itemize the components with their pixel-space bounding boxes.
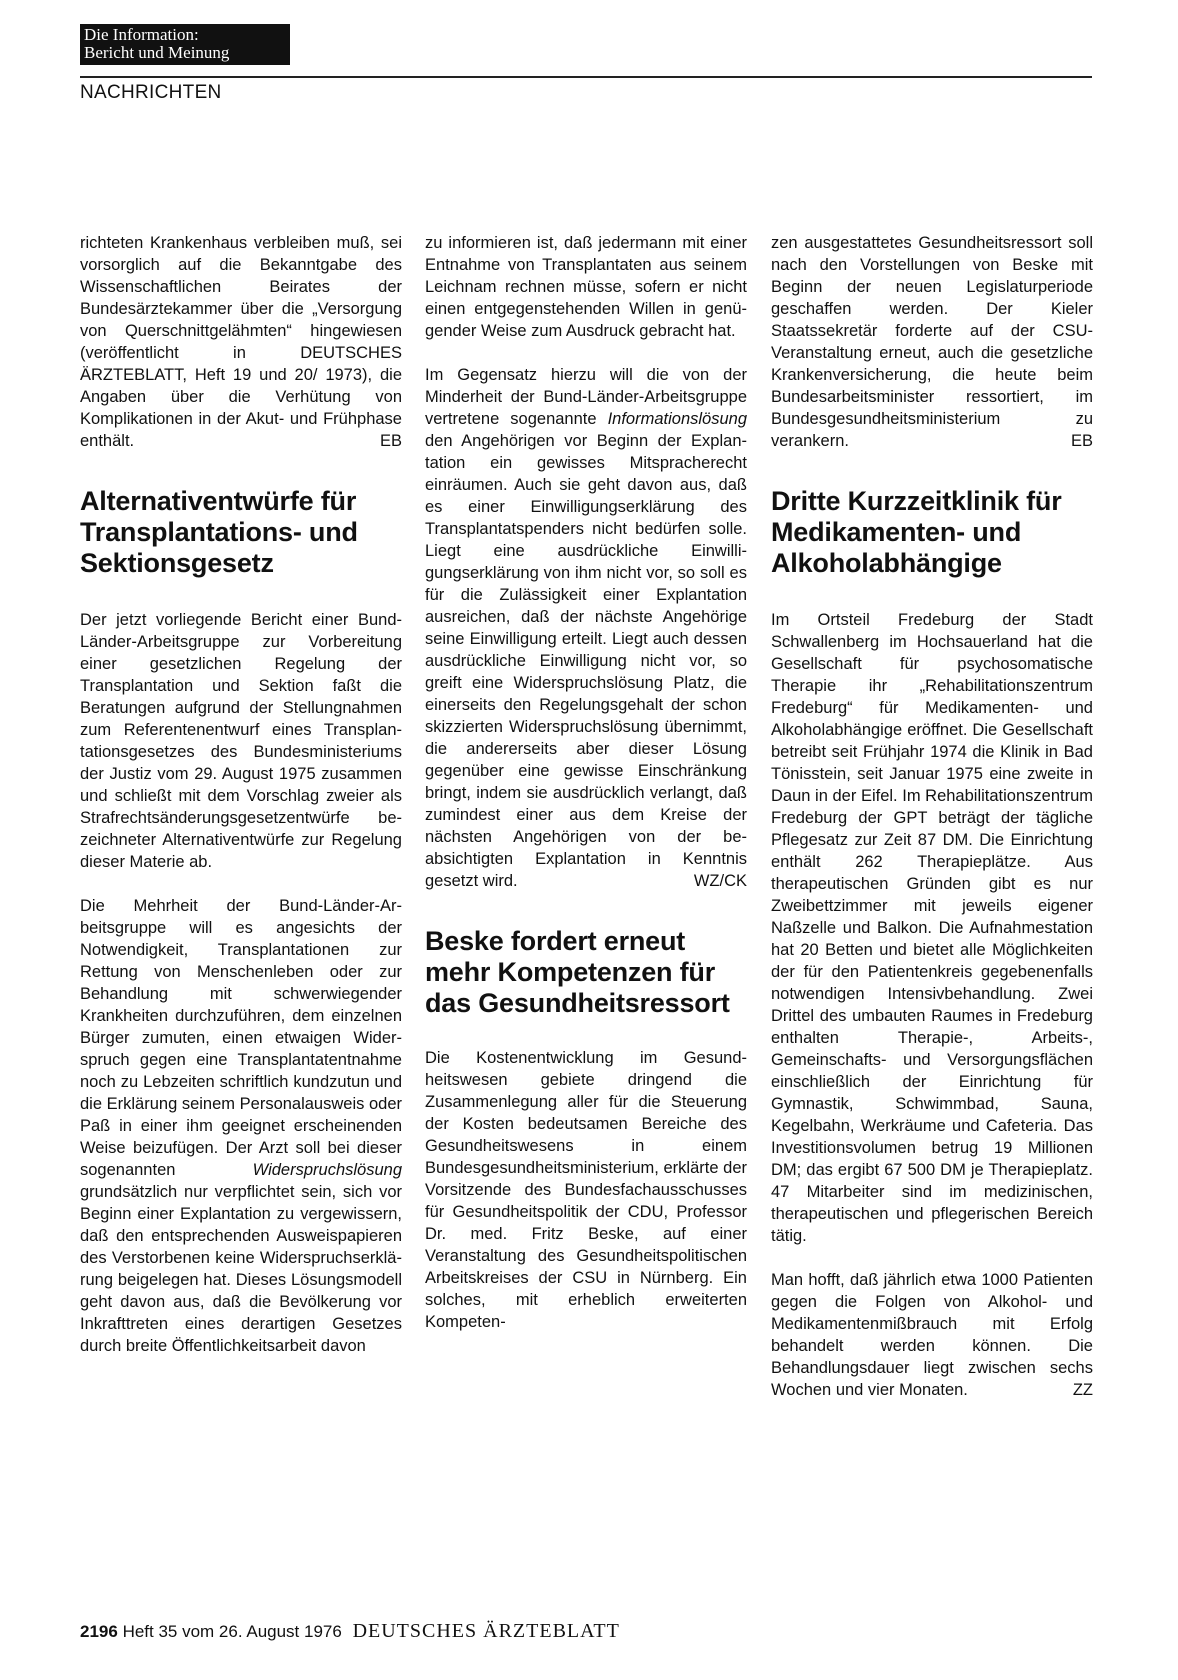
column-3	[771, 232, 1093, 1401]
rubric-box	[80, 24, 290, 65]
paragraph: Der jetzt vorliegende Bericht einer Bund-Länder-Arbeitsgruppe zur Vorbereitung einer gesetzlichen Regelung der Transplantation und Sektion faßt die Beratungen aufgrund der Stellungnahmen zum Referentenentwurf eines Transplantationsgesetzes des Bundesministeriums der Justiz vom 29. August 1975 zusammen und schließt mit dem Vorschlag zweier als Strafrechtsänderungsgesetzentwürfe bezeichneter Alternativentwürfe zur Regelung dieser Materie ab.	[80, 611, 402, 871]
column-2	[425, 232, 747, 1333]
paragraph-text: grundsätzlich nur verpflichtet sein, sich vor Beginn einer Explantation zu vergewissern, daß den entsprechenden Ausweispapieren des Verstorbenen keine Widerspruchserklärung beigelegen hat. Dieses Lösungsmodell geht davon aus, daß die Bevölkerung vor Inkrafttreten eines derartigen Gesetzes durch breite Öffentlichkeitsarbeit davon	[80, 1183, 402, 1355]
paragraph-text: Im Gegensatz hierzu will die von der Minderheit der Bund-Länder-Arbeitsgruppe vertretene sogenannte	[425, 366, 747, 428]
paragraph	[771, 1269, 1093, 1401]
paragraph	[80, 232, 402, 452]
rubric-line-1: Die Information:	[84, 25, 199, 44]
italic-term: Informationslösung	[607, 410, 747, 428]
author-signature: ZZ	[1072, 1381, 1093, 1399]
author-signature: EB	[379, 432, 402, 450]
article-headline: Beske fordert erneut mehr Kompetenzen für das Gesundheitsressort	[425, 926, 730, 1018]
paragraph: zu informieren ist, daß jedermann mit einer Entnahme von Transplantaten aus seinem Leichnam rechnen müsse, sofern er nicht einen entgegenstehenden Willen in genügender Weise zum Ausdruck gebracht hat.	[425, 234, 747, 340]
rubric-line-2: Bericht und Meinung	[84, 43, 230, 62]
page-number: 2196	[80, 1622, 118, 1641]
header-rule	[80, 76, 1092, 78]
italic-term: Widerspruchslösung	[252, 1161, 402, 1179]
paragraph-text: Man hofft, daß jährlich etwa 1000 Patienten gegen die Folgen von Alkohol- und Medikamentenmißbrauch mit Erfolg behandelt werden können. Die Behandlungsdauer liegt zwischen sechs Wochen und vier Monaten.	[771, 1271, 1093, 1399]
author-signature: EB	[1070, 432, 1093, 450]
column-1	[80, 232, 402, 1357]
section-label: NACHRICHTEN	[80, 82, 222, 103]
issue-info: Heft 35 vom 26. August 1976	[122, 1622, 342, 1641]
paragraph	[771, 232, 1093, 452]
paragraph-text: zen ausgestattetes Gesundheitsressort soll nach den Vorstellungen von Beske mit Beginn der neuen Legislaturperiode geschaffen werden. Der Kieler Staatssekretär forderte auf der CSU-Veranstaltung erneut, auch die gesetzliche Krankenversicherung, die heute beim Bundesarbeitsminister ressortiert, im Bundesgesundheitsministerium zu verankern.	[771, 234, 1093, 450]
paragraph: Im Ortsteil Fredeburg der Stadt Schwallenberg im Hochsauerland hat die Gesellschaft für psychosomatische Therapie ihr „Rehabilitationszentrum Fredeburg“ für Medikamenten- und Alkoholabhängige eröffnet. Die Gesellschaft betreibt seit Frühjahr 1974 die Klinik in Bad Tönisstein, seit Januar 1975 eine zweite in Daun in der Eifel. Im Rehabilitationszentrum Fredeburg der GPT beträgt der tägliche Pflegesatz zur Zeit 87 DM. Die Einrichtung enthält 262 Therapieplätze. Aus therapeutischen Gründen gibt es nur Zweibettzimmer mit jeweils eigener Naßzelle und Balkon. Die Aufnahmestation hat 20 Betten und bietet alle Möglichkeiten der für den Patientenkreis gegebenenfalls notwendigen Intensivbehandlung. Zwei Drittel des umbauten Raumes in Fredeburg enthalten Therapie-, Arbeits-, Gemeinschafts- und Versorgungsflächen einschließlich der Einrichtung für Gymnastik, Schwimmbad, Sauna, Kegelbahn, Werkräume und Cafeteria. Das Investitionsvolumen betrug 19 Millionen DM; das ergibt 67 500 DM je Therapieplatz. 47 Mitarbeiter sind im medizinischen, therapeutischen und pflegerischen Bereich tätig.	[771, 611, 1093, 1245]
article-headline: Alternativentwürfe für Transplantations- und Sektionsgesetz	[80, 486, 358, 578]
paragraph: Die Kostenentwicklung im Gesundheitswesen gebiete dringend die Zusammenlegung aller für die Steuerung der Kosten bedeutsamen Bereiche des Gesundheitswesens in einem Bundesgesundheitsministerium, erklärte der Vorsitzende des Bundesfachausschusses für Gesundheitspolitik der CDU, Professor Dr. med. Fritz Beske, auf einer Veranstaltung des Gesundheitspolitischen Arbeitskreises der CSU in Nürnberg. Ein solches, mit erheblich erweiterten Kompeten-	[425, 1049, 747, 1331]
article-headline: Dritte Kurzzeitklinik für Medikamenten- und Alkoholabhängige	[771, 486, 1062, 578]
magazine-name: DEUTSCHES ÄRZTEBLATT	[352, 1620, 620, 1642]
paragraph	[80, 895, 402, 1357]
paragraph-text: richteten Krankenhaus verbleiben muß, sei vorsorglich auf die Bekanntgabe des Wissenschaftlichen Beirates der Bundesärztekammer über die „Versorgung von Querschnittgelähmten“ hingewiesen (veröffentlicht in DEUTSCHES ÄRZTEBLATT, Heft 19 und 20/ 1973), die Angaben über die Verhütung von Komplikationen in der Akut- und Frühphase enthält.	[80, 234, 402, 450]
paragraph-text: Die Mehrheit der Bund-Länder-Arbeitsgruppe will es angesichts der Notwendigkeit, Transplantationen zur Rettung von Menschenleben oder zur Behandlung mit schwerwiegender Krankheiten durchzuführen, dem einzelnen Bürger zumuten, einen etwaigen Widerspruch gegen eine Transplantatentnahme noch zu Lebzeiten schriftlich kundzutun und die Erklärung seinem Personalausweis oder Paß in einer ihm geeignet erscheinenden Weise beizufügen. Der Arzt soll bei dieser sogenannten	[80, 897, 402, 1179]
paragraph-text: den Angehörigen vor Beginn der Explantation ein gewisses Mitspracherecht einräumen. Auch sie geht davon aus, daß es einer Einwilligungserklärung des Transplantatspenders nicht bedürfen solle. Liegt eine ausdrückliche Einwilligungserklärung von ihm nicht vor, so soll es für die Zulässigkeit einer Explantation ausreichen, daß der nächste Angehörige seine Einwilligung erteilt. Liegt auch dessen ausdrückliche Einwilligung nicht vor, so greift eine Widerspruchslösung Platz, die einerseits den Regelungsgehalt der schon skizzierten Widerspruchslösung übernimmt, die andererseits aber dieser Lösung gegenüber eine gewisse Einschränkung bringt, indem sie ausdrücklich verlangt, daß zumindest einer aus dem Kreise der nächsten Angehörigen von der beabsichtigten Explantation in Kenntnis gesetzt wird.	[425, 432, 747, 890]
author-signature: WZ/CK	[693, 872, 747, 890]
paragraph	[425, 364, 747, 892]
page-footer	[80, 1620, 620, 1643]
